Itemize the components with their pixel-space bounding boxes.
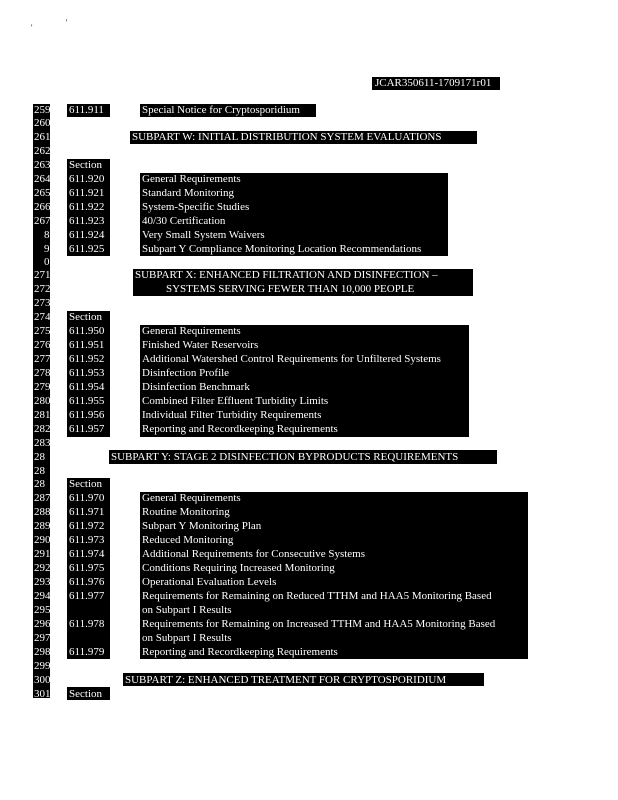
section-title: Additional Watershed Control Requirements for Unfiltered Systems bbox=[142, 353, 441, 365]
section-title: System-Specific Studies bbox=[142, 201, 250, 213]
line-number: 267 bbox=[34, 215, 51, 227]
line-number: 276 bbox=[34, 339, 51, 351]
section-code: 611.923 bbox=[69, 215, 105, 227]
line-number: 293 bbox=[34, 576, 51, 588]
section-code: 611.951 bbox=[69, 339, 105, 351]
section-code: 611.956 bbox=[69, 409, 105, 421]
section-title: General Requirements bbox=[142, 492, 241, 504]
line-number: 275 bbox=[34, 325, 51, 337]
section-code: 611.955 bbox=[69, 395, 105, 407]
section-title: Operational Evaluation Levels bbox=[142, 576, 277, 588]
section-code: 611.972 bbox=[69, 520, 105, 532]
section-code: 611.973 bbox=[69, 534, 105, 546]
subpart-heading: SUBPART Y: STAGE 2 DISINFECTION BYPRODUCTS REQUIREMENTS bbox=[111, 451, 459, 463]
section-title: Standard Monitoring bbox=[142, 187, 234, 199]
section-code: 611.971 bbox=[69, 506, 105, 518]
section-label: Section bbox=[69, 478, 102, 490]
section-title: Special Notice for Cryptosporidium bbox=[142, 104, 300, 116]
section-code: 611.954 bbox=[69, 381, 105, 393]
section-title: Additional Requirements for Consecutive Systems bbox=[142, 548, 366, 560]
section-code: 611.978 bbox=[69, 618, 105, 630]
line-number: 299 bbox=[34, 660, 51, 672]
line-number: 296 bbox=[34, 618, 51, 630]
stray-mark: ' bbox=[66, 18, 68, 27]
section-title: Reduced Monitoring bbox=[142, 534, 234, 546]
line-number: 272 bbox=[34, 283, 51, 295]
line-number: 9 bbox=[44, 243, 50, 255]
section-code: 611.920 bbox=[69, 173, 105, 185]
line-number: 0 bbox=[44, 256, 50, 268]
line-number: 290 bbox=[34, 534, 51, 546]
section-label: Section bbox=[69, 311, 102, 323]
line-number: 259 bbox=[34, 104, 51, 116]
section-title: Disinfection Profile bbox=[142, 367, 230, 379]
section-title: Disinfection Benchmark bbox=[142, 381, 250, 393]
section-code: 611.970 bbox=[69, 492, 105, 504]
line-number: 292 bbox=[34, 562, 51, 574]
section-title: Requirements for Remaining on Reduced TTHM and HAA5 Monitoring Based bbox=[142, 590, 492, 602]
line-number: 266 bbox=[34, 201, 51, 213]
section-title: General Requirements bbox=[142, 173, 241, 185]
line-number: 273 bbox=[34, 297, 51, 309]
line-number: 8 bbox=[44, 229, 50, 241]
line-number: 265 bbox=[34, 187, 51, 199]
stray-mark: ' bbox=[31, 23, 33, 32]
line-number: 277 bbox=[34, 353, 51, 365]
section-code: 611.952 bbox=[69, 353, 105, 365]
line-number: 291 bbox=[34, 548, 51, 560]
section-title: Finished Water Reservoirs bbox=[142, 339, 259, 351]
line-number: 28 bbox=[34, 465, 45, 477]
line-number: 279 bbox=[34, 381, 51, 393]
section-title-continued: on Subpart I Results bbox=[142, 604, 232, 616]
subpart-heading: SUBPART W: INITIAL DISTRIBUTION SYSTEM EVALUATIONS bbox=[132, 131, 442, 143]
line-number: 297 bbox=[34, 632, 51, 644]
section-title: Combined Filter Effluent Turbidity Limits bbox=[142, 395, 329, 407]
line-number: 300 bbox=[34, 674, 51, 686]
line-number: 28 bbox=[34, 451, 45, 463]
line-number: 281 bbox=[34, 409, 51, 421]
section-code: 611.921 bbox=[69, 187, 105, 199]
section-title: Requirements for Remaining on Increased TTHM and HAA5 Monitoring Based bbox=[142, 618, 496, 630]
line-number: 295 bbox=[34, 604, 51, 616]
line-number: 260 bbox=[34, 117, 51, 129]
section-code: 611.911 bbox=[69, 104, 104, 116]
section-title: General Requirements bbox=[142, 325, 241, 337]
section-title: Routine Monitoring bbox=[142, 506, 230, 518]
section-code: 611.953 bbox=[69, 367, 105, 379]
section-title: Very Small System Waivers bbox=[142, 229, 265, 241]
subpart-heading: SUBPART Z: ENHANCED TREATMENT FOR CRYPTOSPORIDIUM bbox=[125, 674, 447, 686]
line-number: 294 bbox=[34, 590, 51, 602]
section-title: Subpart Y Monitoring Plan bbox=[142, 520, 262, 532]
section-code: 611.975 bbox=[69, 562, 105, 574]
line-number: 280 bbox=[34, 395, 51, 407]
line-number: 282 bbox=[34, 423, 51, 435]
section-code: 611.977 bbox=[69, 590, 105, 602]
section-code: 611.924 bbox=[69, 229, 105, 241]
doc-id: JCAR350611-1709171r01 bbox=[375, 77, 492, 89]
line-number: 271 bbox=[34, 269, 51, 281]
line-number: 274 bbox=[34, 311, 51, 323]
line-number: 298 bbox=[34, 646, 51, 658]
section-title: Reporting and Recordkeeping Requirements bbox=[142, 423, 338, 435]
line-number: 278 bbox=[34, 367, 51, 379]
section-title: Conditions Requiring Increased Monitoring bbox=[142, 562, 335, 574]
section-title: Reporting and Recordkeeping Requirements bbox=[142, 646, 338, 658]
section-code: 611.976 bbox=[69, 576, 105, 588]
line-number: 289 bbox=[34, 520, 51, 532]
line-number: 263 bbox=[34, 159, 51, 171]
section-title-continued: on Subpart I Results bbox=[142, 632, 232, 644]
section-code: 611.925 bbox=[69, 243, 105, 255]
section-code: 611.957 bbox=[69, 423, 105, 435]
section-code: 611.950 bbox=[69, 325, 105, 337]
subpart-heading: SUBPART X: ENHANCED FILTRATION AND DISINFECTION – bbox=[135, 269, 438, 281]
subpart-heading: SYSTEMS SERVING FEWER THAN 10,000 PEOPLE bbox=[166, 283, 415, 295]
line-number: 287 bbox=[34, 492, 51, 504]
line-number: 288 bbox=[34, 506, 51, 518]
line-number: 261 bbox=[34, 131, 51, 143]
section-label: Section bbox=[69, 688, 102, 700]
section-code: 611.922 bbox=[69, 201, 105, 213]
line-number: 28 bbox=[34, 478, 45, 490]
section-title: 40/30 Certification bbox=[142, 215, 226, 227]
line-number: 283 bbox=[34, 437, 51, 449]
section-code: 611.974 bbox=[69, 548, 105, 560]
section-label: Section bbox=[69, 159, 102, 171]
section-code: 611.979 bbox=[69, 646, 105, 658]
line-number: 262 bbox=[34, 145, 51, 157]
section-title: Subpart Y Compliance Monitoring Location Recommendations bbox=[142, 243, 422, 255]
section-title: Individual Filter Turbidity Requirements bbox=[142, 409, 322, 421]
line-number: 301 bbox=[34, 688, 51, 700]
line-number: 264 bbox=[34, 173, 51, 185]
